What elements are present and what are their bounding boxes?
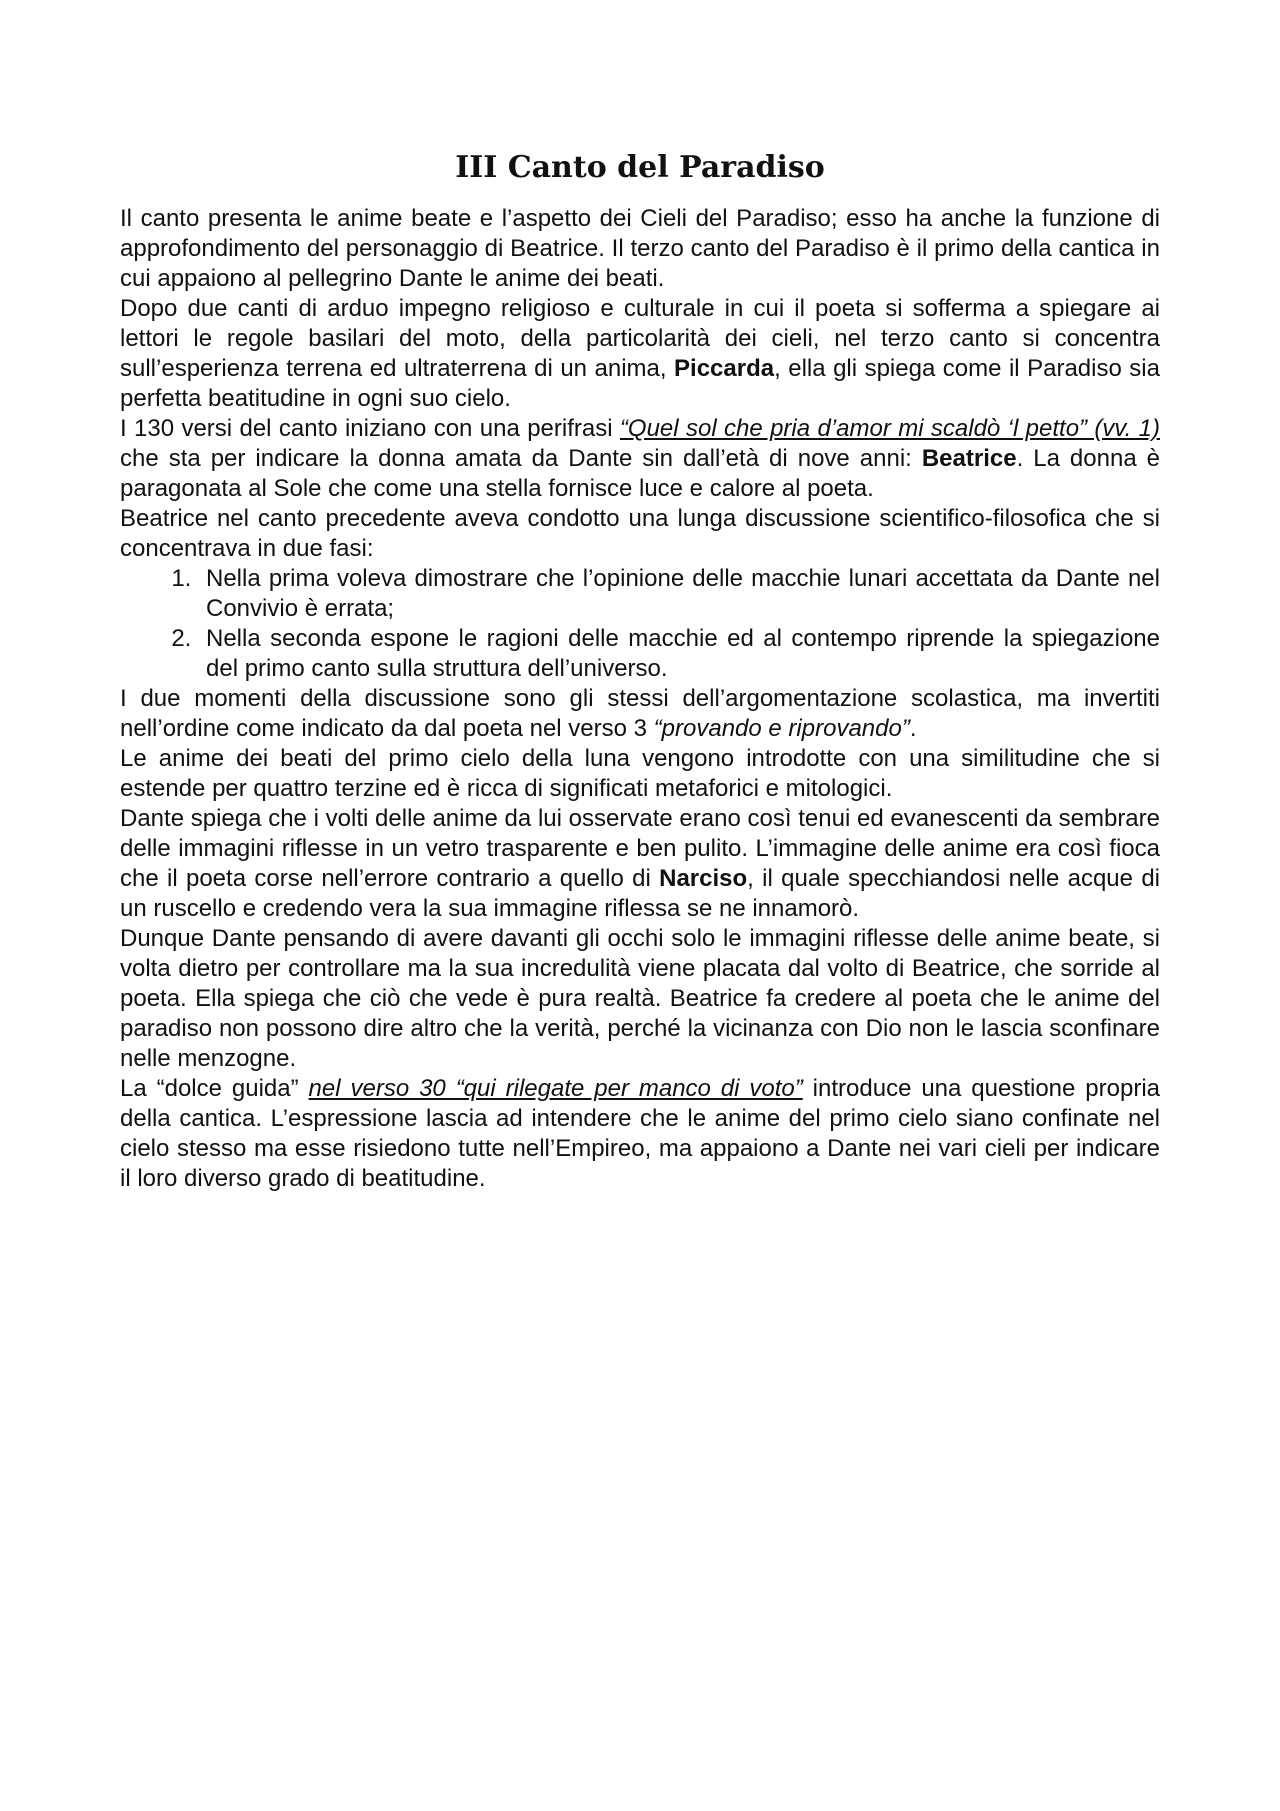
narciso-name: Narciso (659, 865, 748, 892)
paragraph-dolce-guida (120, 1074, 1160, 1194)
paragraph-dolce-guida-text-a: La “dolce guida” (120, 1075, 309, 1102)
beatrice-name: Beatrice (921, 445, 1017, 472)
paragraph-piccarda-text-a: Dopo due canti di arduo impegno religioso e culturale in cui il poeta si sofferma a spiegare ai lettori le regole basilari del moto, della particolarità dei cieli, nel terzo canto si concentra sull’esperienza terrena ed ultraterrena di un anima, (120, 295, 1160, 382)
perifrasi-quote: “Quel sol che pria d’amor mi scaldò ‘l petto” (vv. 1) (619, 415, 1160, 442)
paragraph-piccarda (120, 294, 1160, 414)
paragraph-discussione: Beatrice nel canto precedente aveva condotto una lunga discussione scientifico-filosofica che si concentrava in due fasi: (120, 505, 1160, 562)
paragraph-momenti-text-a: I due momenti della discussione sono gli stessi dell’argomentazione scolastica, ma invertiti nell’ordine come indicato da dal poeta nel verso 3 (120, 685, 1160, 742)
paragraph-realta: Dunque Dante pensando di avere davanti gli occhi solo le immagini riflesse delle anime beate, si volta dietro per controllare ma la sua incredulità viene placata dal volto di Beatrice, che sorride al poeta. Ella spiega che ciò che vede è pura realtà. Beatrice fa credere al poeta che le anime del paradiso non possono dire altro che la verità, perché la vicinanza con Dio non le lascia sconfinare nelle menzogne. (120, 925, 1160, 1072)
paragraph-intro: Il canto presenta le anime beate e l’aspetto dei Cieli del Paradiso; esso ha anche la funzione di approfondimento del personaggio di Beatrice. Il terzo canto del Paradiso è il primo della cantica in cui appaiono al pellegrino Dante le anime dei beati. (120, 205, 1160, 292)
paragraph-narciso (120, 804, 1160, 924)
paragraph-perifrasi-text-c: . La donna è paragonata al Sole che come una stella fornisce luce e calore al poeta. (120, 445, 1161, 502)
phases-list (120, 564, 1160, 684)
paragraph-narciso-text-b: , il quale specchiandosi nelle acque di un ruscello e credendo vera la sua immagine riflessa se ne innamorò. (120, 865, 1160, 922)
document-page (120, 150, 1160, 1194)
provando-quote: “provando e riprovando” (653, 715, 910, 742)
paragraph-perifrasi (120, 414, 1160, 504)
paragraph-similitudine: Le anime dei beati del primo cielo della luna vengono introdotte con una similitudine che si estende per quattro terzine ed è ricca di significati metaforici e mitologici. (120, 745, 1160, 802)
verso-30-quote: nel verso 30 “qui rilegate per manco di voto” (308, 1075, 803, 1102)
paragraph-narciso-text-a: Dante spiega che i volti delle anime da lui osservate erano così tenui ed evanescenti da sembrare delle immagini riflesse in un vetro trasparente e ben pulito. L’immagine delle anime era così fioca che il poeta corse nell’errore contrario a quello di (120, 805, 1160, 892)
document-title: III Canto del Paradiso (455, 150, 825, 185)
paragraph-dolce-guida-text-b: introduce una questione propria della cantica. L’espressione lascia ad intendere che le anime del primo cielo siano confinate nel cielo stesso ma esse risiedono tutte nell’Empireo, ma appaiono a Dante nei vari cieli per indicare il loro diverso grado di beatitudine. (120, 1075, 1160, 1192)
paragraph-perifrasi-text-a: I 130 versi del canto iniziano con una perifrasi (120, 415, 620, 442)
paragraph-perifrasi-text-b: che sta per indicare la donna amata da Dante sin dall’età di nove anni: (120, 445, 922, 472)
paragraph-momenti (120, 684, 1160, 744)
paragraph-momenti-text-b: . (909, 715, 917, 742)
piccarda-name: Piccarda (674, 355, 775, 382)
list-item: 2. Nella seconda espone le ragioni delle macchie ed al contempo riprende la spiegazione del primo canto sulla struttura dell’universo. (198, 624, 1160, 684)
paragraph-piccarda-text-b: , ella gli spiega come il Paradiso sia perfetta beatitudine in ogni suo cielo. (120, 355, 1160, 412)
list-item: 1. Nella prima voleva dimostrare che l’opinione delle macchie lunari accettata da Dante nel Convivio è errata; (198, 564, 1160, 624)
